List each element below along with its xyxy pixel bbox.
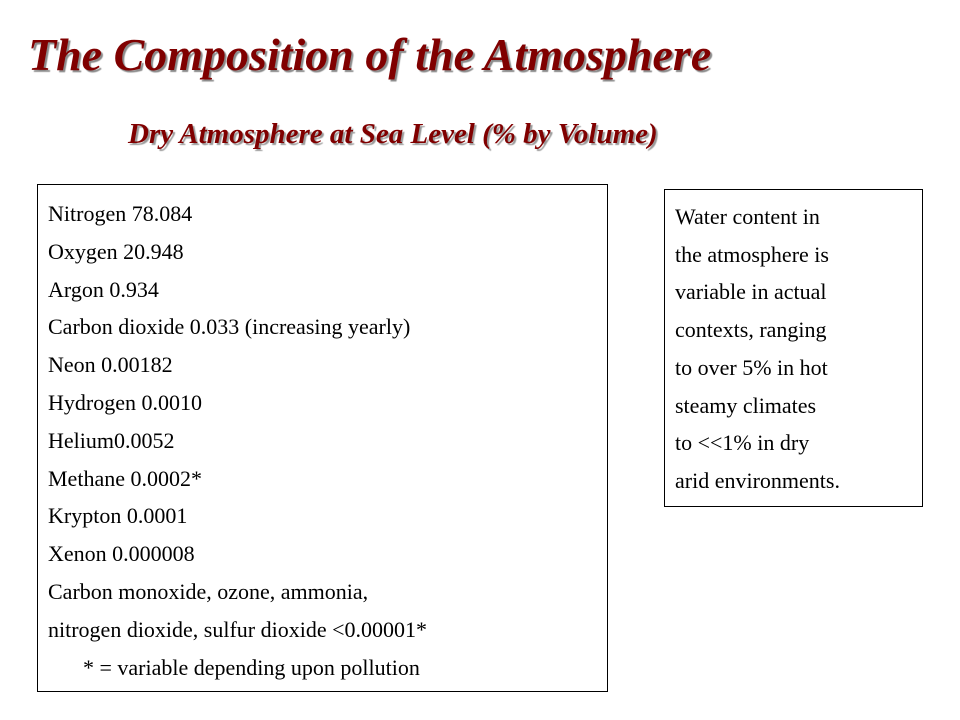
water-note-line: variable in actual: [675, 279, 827, 305]
water-note-line: Water content in: [675, 204, 820, 229]
water-content-note: [664, 189, 923, 507]
gas-item-xenon: Xenon 0.000008: [48, 541, 195, 567]
page-title: The Composition of the Atmosphere: [28, 29, 712, 80]
gas-item-oxygen: Oxygen 20.948: [48, 238, 184, 264]
water-note-line: contexts, ranging: [675, 317, 827, 343]
water-note-line: the atmosphere is: [675, 241, 829, 267]
gas-item-nitrogen: Nitrogen 78.084: [48, 201, 193, 226]
gas-item-krypton: Krypton 0.0001: [48, 503, 188, 529]
gas-item-carbon-dioxide: Carbon dioxide 0.033 (increasing yearly): [48, 314, 411, 340]
gas-item-trace-gases-line-1: Carbon monoxide, ozone, ammonia,: [48, 578, 369, 604]
water-note-line: arid environments.: [675, 467, 840, 493]
gas-item-neon: Neon 0.00182: [48, 352, 173, 378]
gas-item-trace-gases-line-2: nitrogen dioxide, sulfur dioxide <0.00001*: [48, 616, 428, 642]
gas-list: [48, 195, 607, 649]
gas-item-methane: Methane 0.0002*: [48, 465, 202, 491]
water-note-line: steamy climates: [675, 392, 817, 418]
gas-item-argon: Argon 0.934: [48, 276, 159, 302]
water-note-line: to over 5% in hot: [675, 354, 828, 380]
pollution-footnote: * = variable depending upon pollution: [83, 654, 420, 680]
page-subtitle: Dry Atmosphere at Sea Level (% by Volume): [128, 118, 658, 150]
water-note-line: to <<1% in dry: [675, 430, 810, 456]
gas-item-hydrogen: Hydrogen 0.0010: [48, 389, 202, 415]
gas-composition-box: [37, 184, 608, 692]
gas-item-helium: Helium0.0052: [48, 427, 175, 453]
